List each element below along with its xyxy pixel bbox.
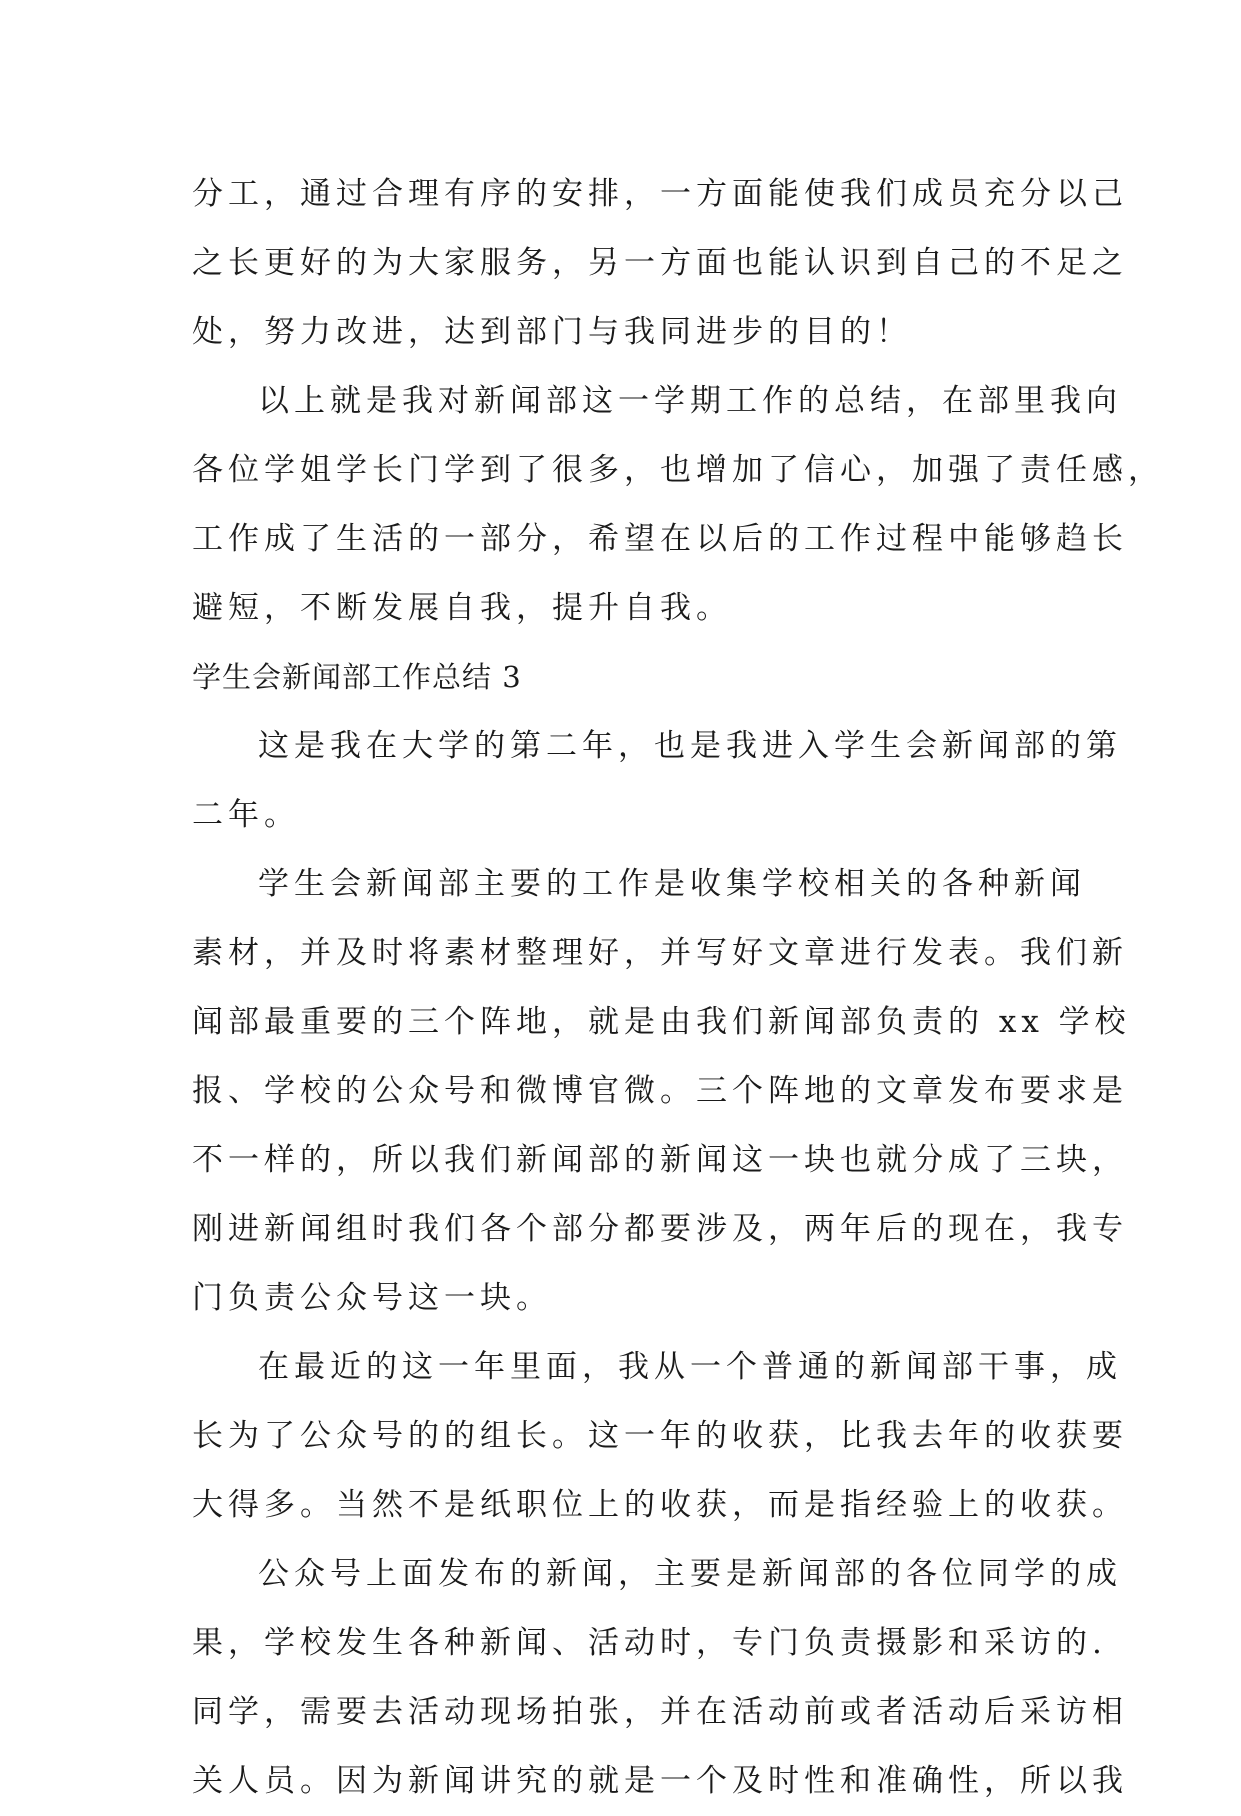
paragraph-start-line: 学生会新闻部主要的工作是收集学校相关的各种新闻 [258,866,1086,902]
text-line: 二年。 [192,797,300,833]
section-heading: 学生会新闻部工作总结 3 [192,660,522,694]
text-line: 刚进新闻组时我们各个部分都要涉及，两年后的现在，我专 [192,1211,1128,1247]
text-line: 关人员。因为新闻讲究的就是一个及时性和准确性，所以我 [192,1763,1128,1799]
text-line: 同学，需要去活动现场拍张，并在活动前或者活动后采访相 [192,1694,1128,1730]
text-line: 处，努力改进，达到部门与我同进步的目的！ [192,314,912,350]
text-line: 分工，通过合理有序的安排，一方面能使我们成员充分以己 [192,176,1128,212]
text-line: 报、学校的公众号和微博官微。三个阵地的文章发布要求是 [192,1073,1128,1109]
text-line: 门负责公众号这一块。 [192,1280,552,1316]
text-line: 之长更好的为大家服务，另一方面也能认识到自己的不足之 [192,245,1128,281]
text-line: 果，学校发生各种新闻、活动时，专门负责摄影和采访的. [192,1625,1107,1661]
text-line: 大得多。当然不是纸职位上的收获，而是指经验上的收获。 [192,1487,1128,1523]
paragraph-start-line: 在最近的这一年里面，我从一个普通的新闻部干事，成 [258,1349,1122,1385]
text-line: 工作成了生活的一部分，希望在以后的工作过程中能够趋长 [192,521,1128,557]
paragraph-start-line: 公众号上面发布的新闻，主要是新闻部的各位同学的成 [258,1556,1122,1592]
text-line: 闻部最重要的三个阵地，就是由我们新闻部负责的 xx 学校 [192,1004,1131,1040]
text-line: 不一样的，所以我们新闻部的新闻这一块也就分成了三块， [192,1142,1128,1178]
text-line: 素材，并及时将素材整理好，并写好文章进行发表。我们新 [192,935,1128,971]
document-page [192,160,1164,1816]
text-line: 长为了公众号的的组长。这一年的收获，比我去年的收获要 [192,1418,1128,1454]
text-line: 避短，不断发展自我，提升自我。 [192,590,732,626]
text-line: 各位学姐学长门学到了很多，也增加了信心，加强了责任感， [192,452,1164,488]
paragraph-start-line: 以上就是我对新闻部这一学期工作的总结，在部里我向 [258,383,1122,419]
paragraph-start-line: 这是我在大学的第二年，也是我进入学生会新闻部的第 [258,728,1122,764]
